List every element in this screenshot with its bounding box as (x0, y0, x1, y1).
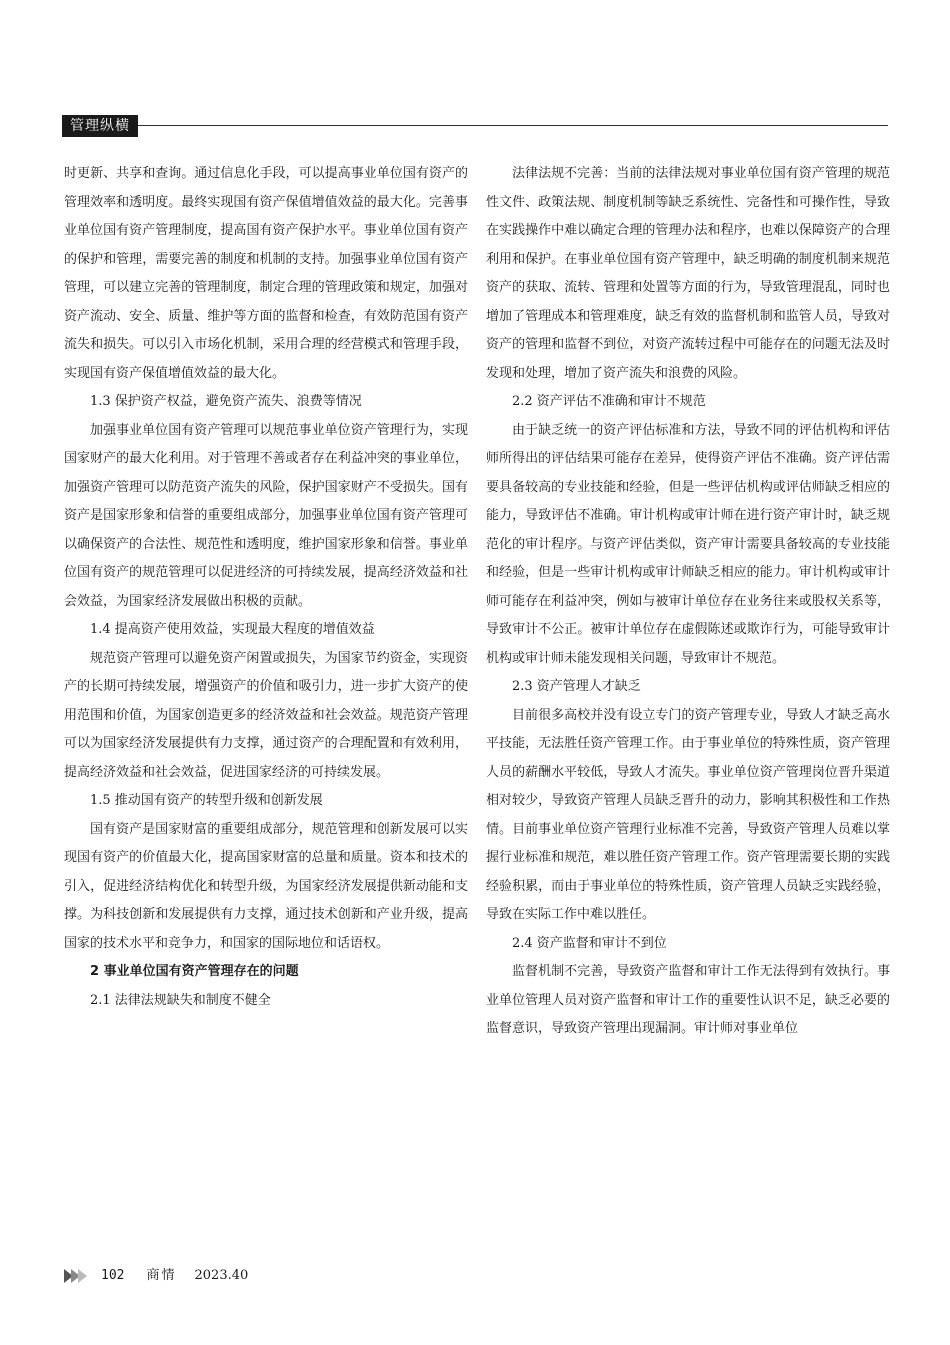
issue-number: 2023.40 (194, 1268, 249, 1283)
left-column (64, 160, 468, 1015)
section-label: 管理纵横 (62, 115, 138, 137)
paragraph: 监督机制不完善，导致资产监督和审计工作无法得到有效执行。事业单位管理人员对资产监督和审计工作的重要性认识不足，缺乏必要的监督意识，导致资产管理出现漏洞。审计师对事业单位 (486, 964, 890, 1036)
paragraph: 由于缺乏统一的资产评估标准和方法，导致不同的评估机构和评估师所得出的评估结果可能存在差异，使得资产评估不准确。资产评估需要具备较高的专业技能和经验，但是一些评估机构或评估师缺乏相应的能力，导致评估不准确。审计机构或审计师在进行资产审计时，缺乏规范化的审计程序。与资产评估类似，资产审计需要具备较高的专业技能和经验，但是一些审计机构或审计师缺乏相应的能力。审计机构或审计师可能存在利益冲突，例如与被审计单位存在业务往来或股权关系等，导致审计不公正。被审计单位存在虚假陈述或欺诈行为，可能导致审计机构或审计师未能发现相关问题，导致审计不规范。 (486, 422, 890, 666)
paragraph: 国有资产是国家财富的重要组成部分，规范管理和创新发展可以实现国有资产的价值最大化，提高国家财富的总量和质量。资本和技术的引入，促进经济结构优化和转型升级，为国家经济发展提供新动能和支撑。为科技创新和发展提供有力支撑，通过技术创新和产业升级，提高国家的技术水平和竞争力，和国家的国际地位和话语权。 (64, 821, 468, 951)
subsection-heading: 1.5 推动国有资产的转型升级和创新发展 (90, 793, 323, 808)
subsection-heading: 2.1 法律法规缺失和制度不健全 (90, 992, 271, 1008)
footer (64, 1266, 248, 1286)
right-column (486, 160, 890, 1044)
header-rule (62, 125, 888, 126)
paragraph: 法律法规不完善：当前的法律法规对事业单位国有资产管理的规范性文件、政策法规、制度机制等缺乏系统性、完备性和可操作性，导致在实践操作中难以确定合理的管理办法和程序，也难以保障资产的合理利用和保护。在事业单位国有资产管理中，缺乏明确的制度机制来规范资产的获取、流转、管理和处置等方面的行为，导致管理混乱，同时也增加了管理成本和管理难度，缺乏有效的监督机制和监管人员，导致对资产的管理和监督不到位，对资产流转过程中可能存在的问题无法及时发现和处理，增加了资产流失和浪费的风险。 (486, 166, 890, 381)
subsection-heading: 2.4 资产监督和审计不到位 (512, 935, 667, 951)
paragraph: 加强事业单位国有资产管理可以规范事业单位资产管理行为，实现国家财产的最大化利用。对于管理不善或者存在利益冲突的事业单位，加强资产管理可以防范资产流失的风险，保护国家财产不受损失。国有资产是国家形象和信誉的重要组成部分，加强事业单位国有资产管理可以确保资产的合法性、规范性和透明度，维护国家形象和信誉。事业单位国有资产的规范管理可以促进经济的可持续发展，提高经济效益和社会效益，为国家经济发展做出积极的贡献。 (64, 422, 468, 609)
subsection-heading: 2.2 资产评估不准确和审计不规范 (512, 394, 706, 409)
paragraph: 时更新、共享和查询。通过信息化手段，可以提高事业单位国有资产的管理效率和透明度。最终实现国有资产保值增值效益的最大化。完善事业单位国有资产管理制度，提高国有资产保护水平。事业单位国有资产的保护和管理，需要完善的制度和机制的支持。加强事业单位国有资产管理，可以建立完善的管理制度，制定合理的管理政策和规定，加强对资产流动、安全、质量、维护等方面的监督和检查，有效防范国有资产流失和损失。可以引入市场化机制，采用合理的经营模式和管理手段，实现国有资产保值增值效益的最大化。 (64, 166, 468, 381)
journal-name: 商情 (146, 1268, 177, 1283)
page-arrows-icon (64, 1269, 85, 1283)
section-heading: 2 事业单位国有资产管理存在的问题 (90, 964, 299, 979)
page-number: 102 (101, 1268, 125, 1283)
subsection-heading: 1.3 保护资产权益，避免资产流失、浪费等情况 (90, 394, 362, 409)
subsection-heading: 1.4 提高资产使用效益，实现最大程度的增值效益 (90, 622, 375, 637)
paragraph: 规范资产管理可以避免资产闲置或损失，为国家节约资金，实现资产的长期可持续发展，增强资产的价值和吸引力，进一步扩大资产的使用范围和价值，为国家创造更多的经济效益和社会效益。规范资产管理可以为国家经济发展提供有力支撑，通过资产的合理配置和有效利用，提高经济效益和社会效益，促进国家经济的可持续发展。 (64, 650, 468, 780)
paragraph: 目前很多高校并没有设立专门的资产管理专业，导致人才缺乏高水平技能，无法胜任资产管理工作。由于事业单位的特殊性质，资产管理人员的薪酬水平较低，导致人才流失。事业单位资产管理岗位晋升渠道相对较少，导致资产管理人员缺乏晋升的动力，影响其积极性和工作热情。目前事业单位资产管理行业标准不完善，导致资产管理人员难以掌握行业标准和规范，难以胜任资产管理工作。资产管理需要长期的实践经验积累，而由于事业单位的特殊性质，资产管理人员缺乏实践经验，导致在实际工作中难以胜任。 (486, 707, 890, 922)
subsection-heading: 2.3 资产管理人才缺乏 (512, 679, 641, 694)
